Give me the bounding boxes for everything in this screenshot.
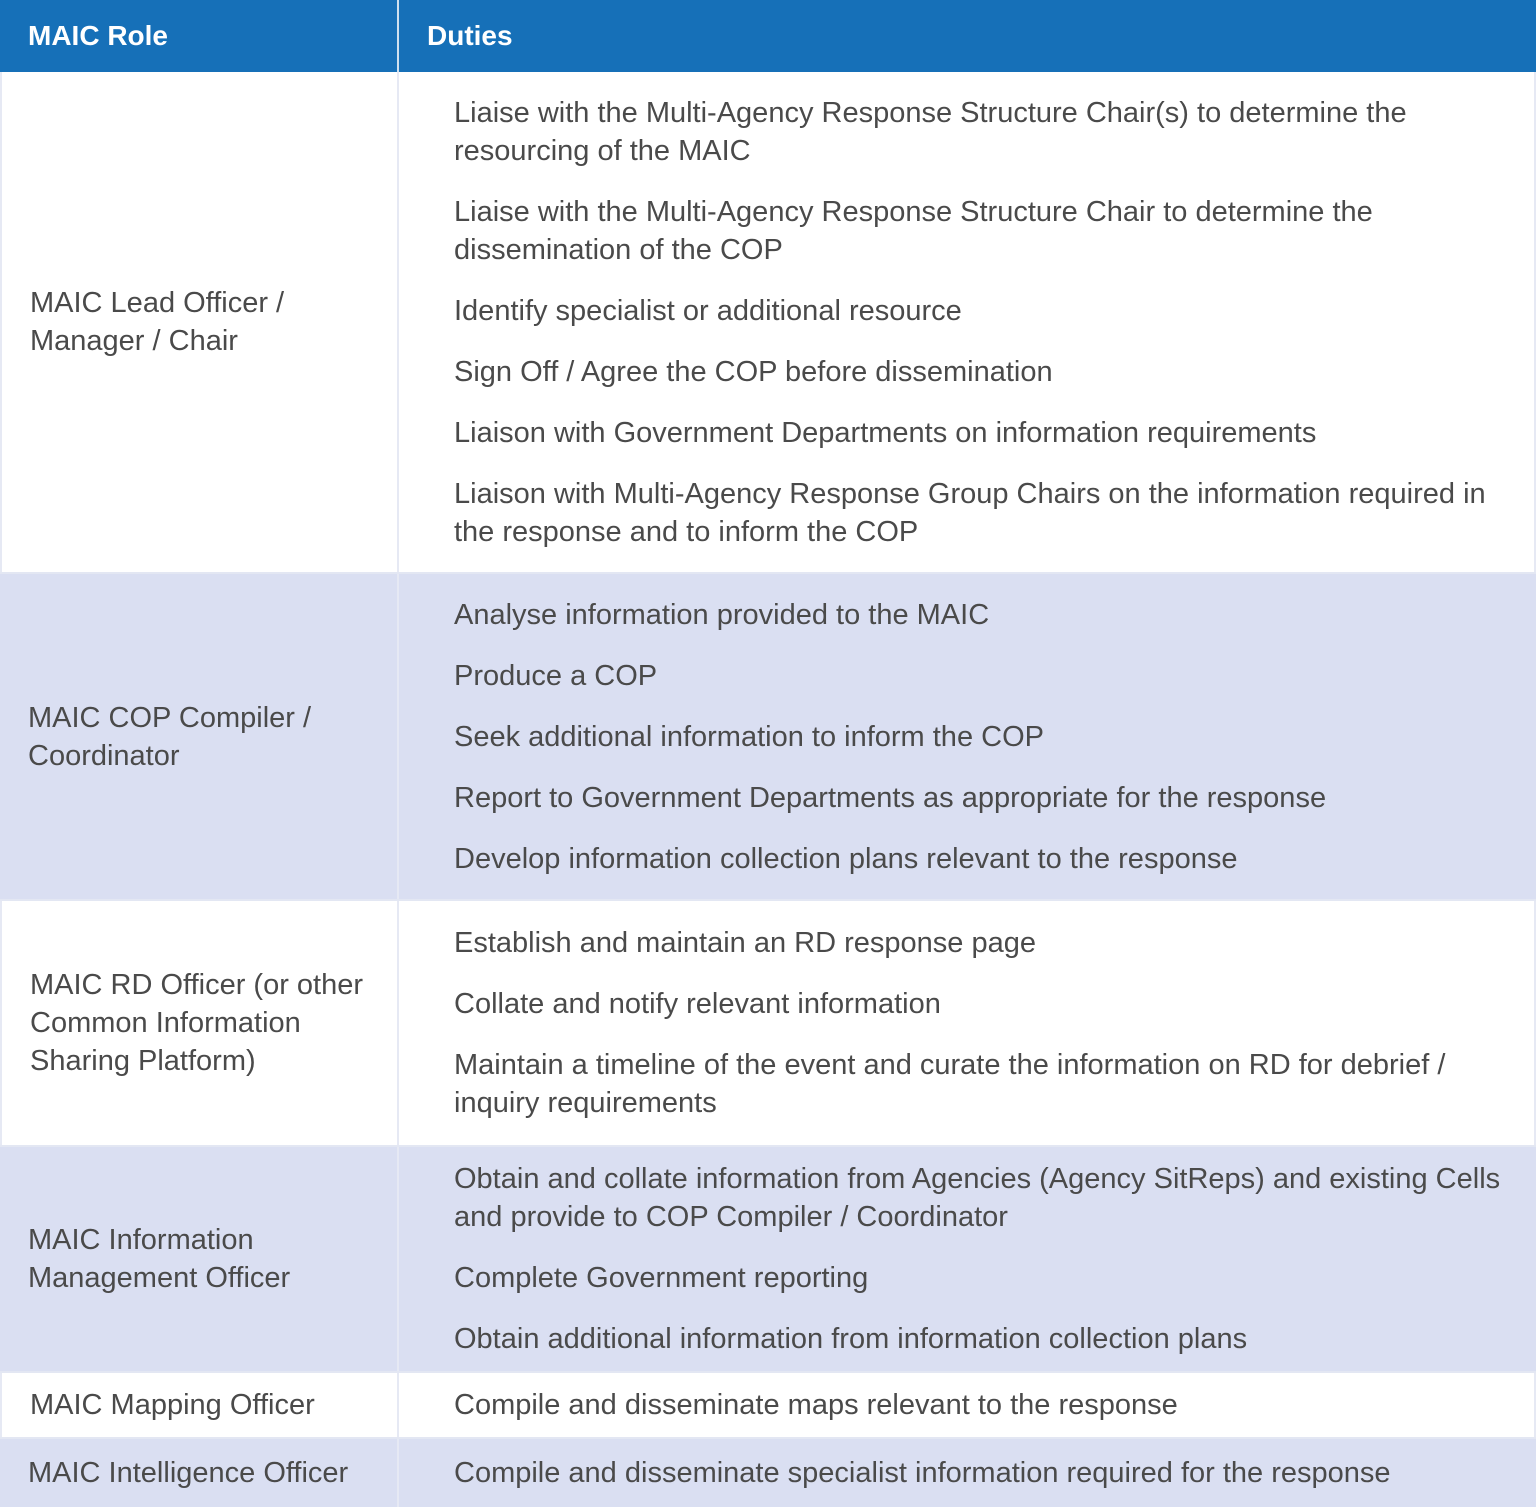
duty-item: Report to Government Departments as appropriate for the response xyxy=(454,781,1327,814)
duty-item: Obtain additional information from information collection plans xyxy=(454,1323,1248,1355)
table-row xyxy=(0,901,1536,1147)
header-duties: Duties xyxy=(427,20,513,51)
duty-item: Analyse information provided to the MAIC xyxy=(454,598,990,631)
duty-item: Maintain a timeline of the event and curate the information on RD for debrief / inquiry requirements xyxy=(454,1049,1446,1119)
duty-item: Liaise with the Multi-Agency Response Structure Chair(s) to determine the resourcing of the MAIC xyxy=(454,96,1407,167)
duty-item: Liaison with Government Departments on information requirements xyxy=(454,416,1317,449)
duties-cell xyxy=(399,72,1536,572)
duty-item: Compile and disseminate specialist information required for the response xyxy=(454,1457,1391,1489)
table-row xyxy=(0,574,1536,901)
duty-item: Develop information collection plans relevant to the response xyxy=(454,842,1238,875)
duty-item: Seek additional information to inform the COP xyxy=(454,720,1044,753)
duty-item: Liaison with Multi-Agency Response Group Chairs on the information required in the response and to inform the COP xyxy=(454,477,1486,548)
duty-item: Complete Government reporting xyxy=(454,1262,869,1294)
role-cell: MAIC Information Management Officer xyxy=(0,1147,399,1371)
duties-cell xyxy=(399,1373,1536,1437)
table-row xyxy=(0,1373,1536,1439)
role-cell: MAIC Mapping Officer xyxy=(0,1373,399,1437)
header-role: MAIC Role xyxy=(0,0,399,72)
duty-item: Collate and notify relevant information xyxy=(454,988,941,1020)
duties-cell xyxy=(399,1147,1536,1371)
duty-item: Sign Off / Agree the COP before dissemination xyxy=(454,355,1053,388)
duty-item: Establish and maintain an RD response page xyxy=(454,927,1036,959)
duty-item: Produce a COP xyxy=(454,659,658,692)
table-row xyxy=(0,1147,1536,1373)
duty-item: Compile and disseminate maps relevant to the response xyxy=(454,1389,1178,1421)
role-cell: MAIC Lead Officer / Manager / Chair xyxy=(0,72,399,572)
duty-item: Obtain and collate information from Agencies (Agency SitReps) and existing Cells and provide to COP Compiler / Coordinator xyxy=(454,1163,1501,1233)
duties-cell xyxy=(399,901,1536,1145)
duties-cell xyxy=(399,574,1536,899)
role-cell: MAIC COP Compiler / Coordinator xyxy=(0,574,399,899)
duty-item: Identify specialist or additional resource xyxy=(454,294,962,327)
duties-cell xyxy=(399,1439,1536,1507)
table-row xyxy=(0,72,1536,574)
role-cell: MAIC RD Officer (or other Common Information Sharing Platform) xyxy=(0,901,399,1145)
role-cell: MAIC Intelligence Officer xyxy=(0,1439,399,1507)
table-row xyxy=(0,1439,1536,1507)
table-header xyxy=(0,0,1536,72)
duty-item: Liaise with the Multi-Agency Response Structure Chair to determine the dissemination of the COP xyxy=(454,195,1373,266)
